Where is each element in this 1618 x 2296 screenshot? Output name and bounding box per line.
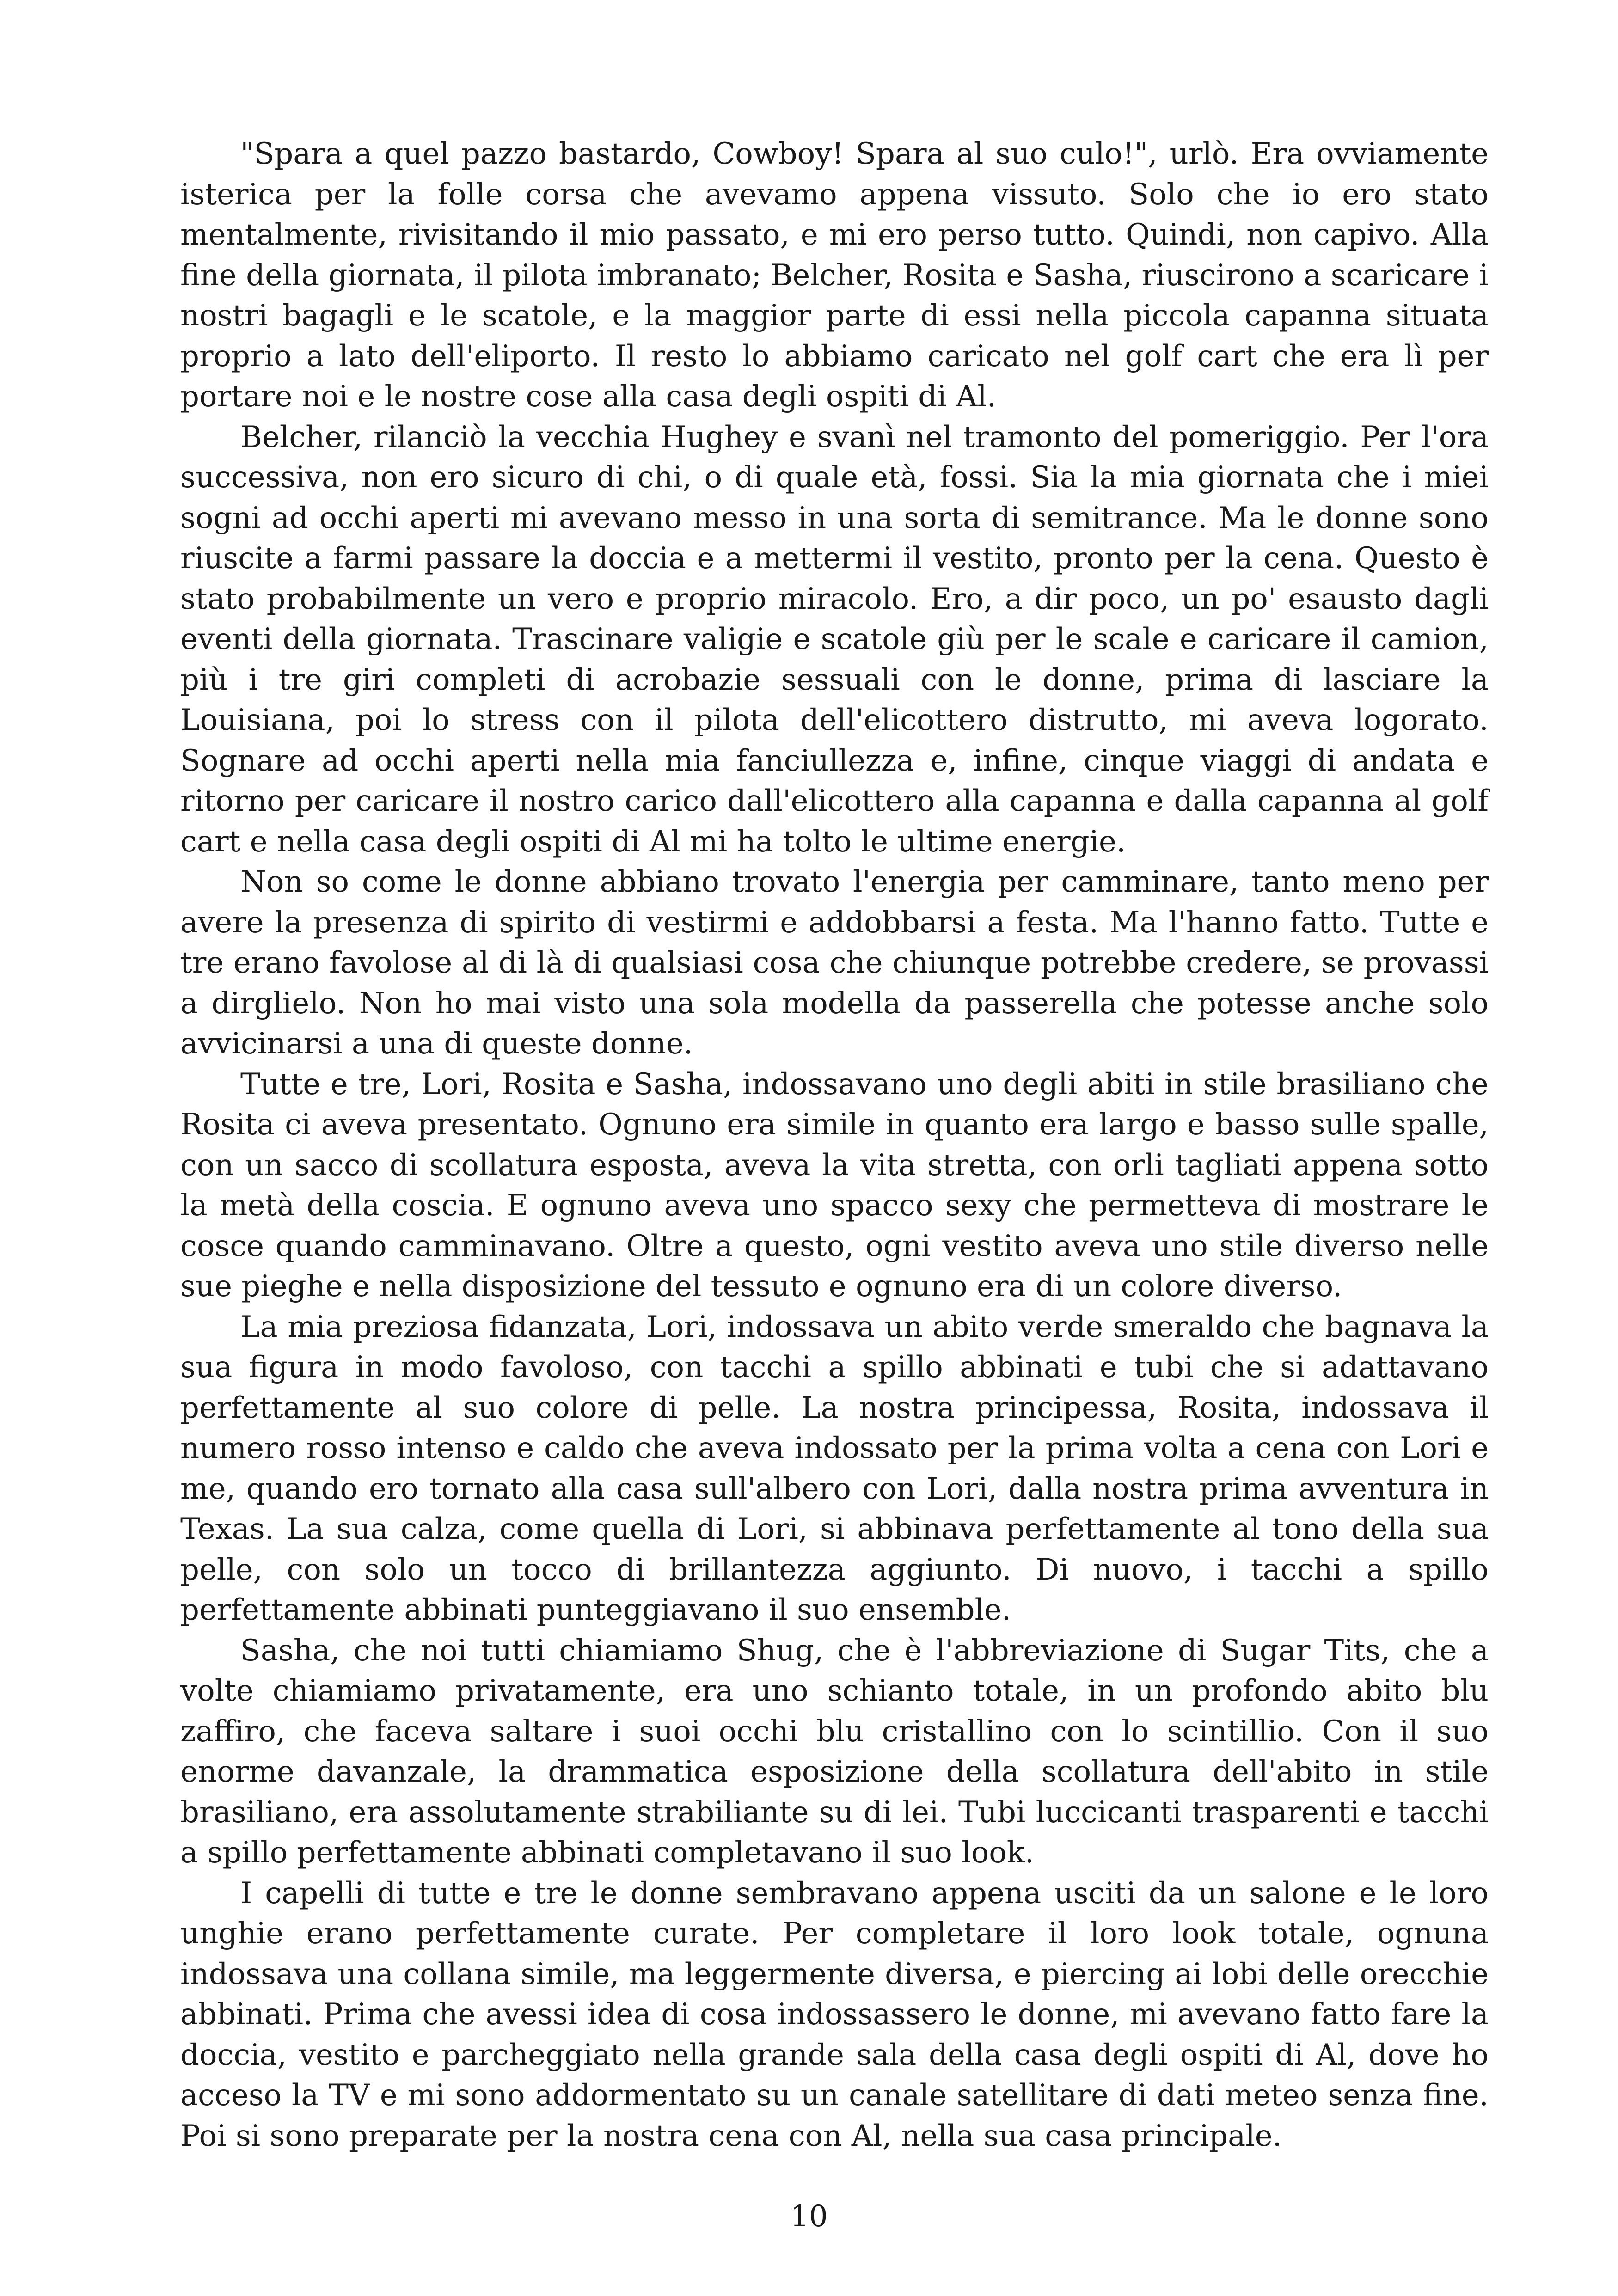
paragraph: "Spara a quel pazzo bastardo, Cowboy! Spara al suo culo!", urlò. Era ovviamente isterica per la folle corsa che avevamo appena vissuto. Solo che io ero stato mentalmente, rivisitando il mio passato, e mi ero perso tutto. Quindi, non capivo. Alla fine della giornata, il pilota imbranato; Belcher, Rosita e Sasha, riuscirono a scaricare i nostri bagagli e le scatole, e la maggior parte di essi nella piccola capanna situata proprio a lato dell'eliporto. Il resto lo abbiamo caricato nel golf cart che era lì per portare noi e le nostre cose alla casa degli ospiti di Al. — [180, 137, 1489, 414]
body-text — [180, 134, 1489, 2156]
paragraph: La mia preziosa fidanzata, Lori, indossava un abito verde smeraldo che bagnava la sua figura in modo favoloso, con tacchi a spillo abbinati e tubi che si adattavano perfettamente al suo colore di pelle. La nostra principessa, Rosita, indossava il numero rosso intenso e caldo che aveva indossato per la prima volta a cena con Lori e me, quando ero tornato alla casa sull'albero con Lori, dalla nostra prima avventura in Texas. La sua calza, come quella di Lori, si abbinava perfettamente al tono della sua pelle, con solo un tocco di brillantezza aggiunto. Di nuovo, i tacchi a spillo perfettamente abbinati punteggiavano il suo ensemble. — [180, 1310, 1489, 1627]
paragraph: Tutte e tre, Lori, Rosita e Sasha, indossavano uno degli abiti in stile brasiliano che Rosita ci aveva presentato. Ognuno era simile in quanto era largo e basso sulle spalle, con un sacco di scollatura esposta, aveva la vita stretta, con orli tagliati appena sotto la metà della coscia. E ognuno aveva uno spacco sexy che permetteva di mostrare le cosce quando camminavano. Oltre a questo, ogni vestito aveva uno stile diverso nelle sue pieghe e nella disposizione del tessuto e ognuno era di un colore diverso. — [180, 1067, 1489, 1304]
paragraph: I capelli di tutte e tre le donne sembravano appena usciti da un salone e le loro unghie erano perfettamente curate. Per completare il loro look totale, ognuna indossava una collana simile, ma leggermente diversa, e piercing ai lobi delle orecchie abbinati. Prima che avessi idea di cosa indossassero le donne, mi avevano fatto fare la doccia, vestito e parcheggiato nella grande sala della casa degli ospiti di Al, dove ho acceso la TV e mi sono addormentato su un canale satellitare di dati meteo senza fine. Poi si sono preparate per la nostra cena con Al, nella sua casa principale. — [180, 1876, 1489, 2153]
paragraph: Non so come le donne abbiano trovato l'energia per camminare, tanto meno per avere la presenza di spirito di vestirmi e addobbarsi a festa. Ma l'hanno fatto. Tutte e tre erano favolose al di là di qualsiasi cosa che chiunque potrebbe credere, se provassi a dirglielo. Non ho mai visto una sola modella da passerella che potesse anche solo avvicinarsi a una di queste donne. — [180, 865, 1489, 1061]
page-number: 10 — [790, 2199, 828, 2234]
paragraph: Belcher, rilanciò la vecchia Hughey e svanì nel tramonto del pomeriggio. Per l'ora successiva, non ero sicuro di chi, o di quale età, fossi. Sia la mia giornata che i miei sogni ad occhi aperti mi avevano messo in una sorta di semitrance. Ma le donne sono riuscite a farmi passare la doccia e a mettermi il vestito, pronto per la cena. Questo è stato probabilmente un vero e proprio miracolo. Ero, a dir poco, un po' esausto dagli eventi della giornata. Trascinare valigie e scatole giù per le scale e caricare il camion, più i tre giri completi di acrobazie sessuali con le donne, prima di lasciare la Louisiana, poi lo stress con il pilota dell'elicottero distrutto, mi aveva logorato. Sognare ad occhi aperti nella mia fanciullezza e, infine, cinque viaggi di andata e ritorno per caricare il nostro carico dall'elicottero alla capanna e dalla capanna al golf cart e nella casa degli ospiti di Al mi ha tolto le ultime energie. — [180, 420, 1489, 859]
paragraph: Sasha, che noi tutti chiamiamo Shug, che è l'abbreviazione di Sugar Tits, che a volte chiamiamo privatamente, era uno schianto totale, in un profondo abito blu zaffiro, che faceva saltare i suoi occhi blu cristallino con lo scintillio. Con il suo enorme davanzale, la drammatica esposizione della scollatura dell'abito in stile brasiliano, era assolutamente strabiliante su di lei. Tubi luccicanti trasparenti e tacchi a spillo perfettamente abbinati completavano il suo look. — [180, 1633, 1489, 1870]
